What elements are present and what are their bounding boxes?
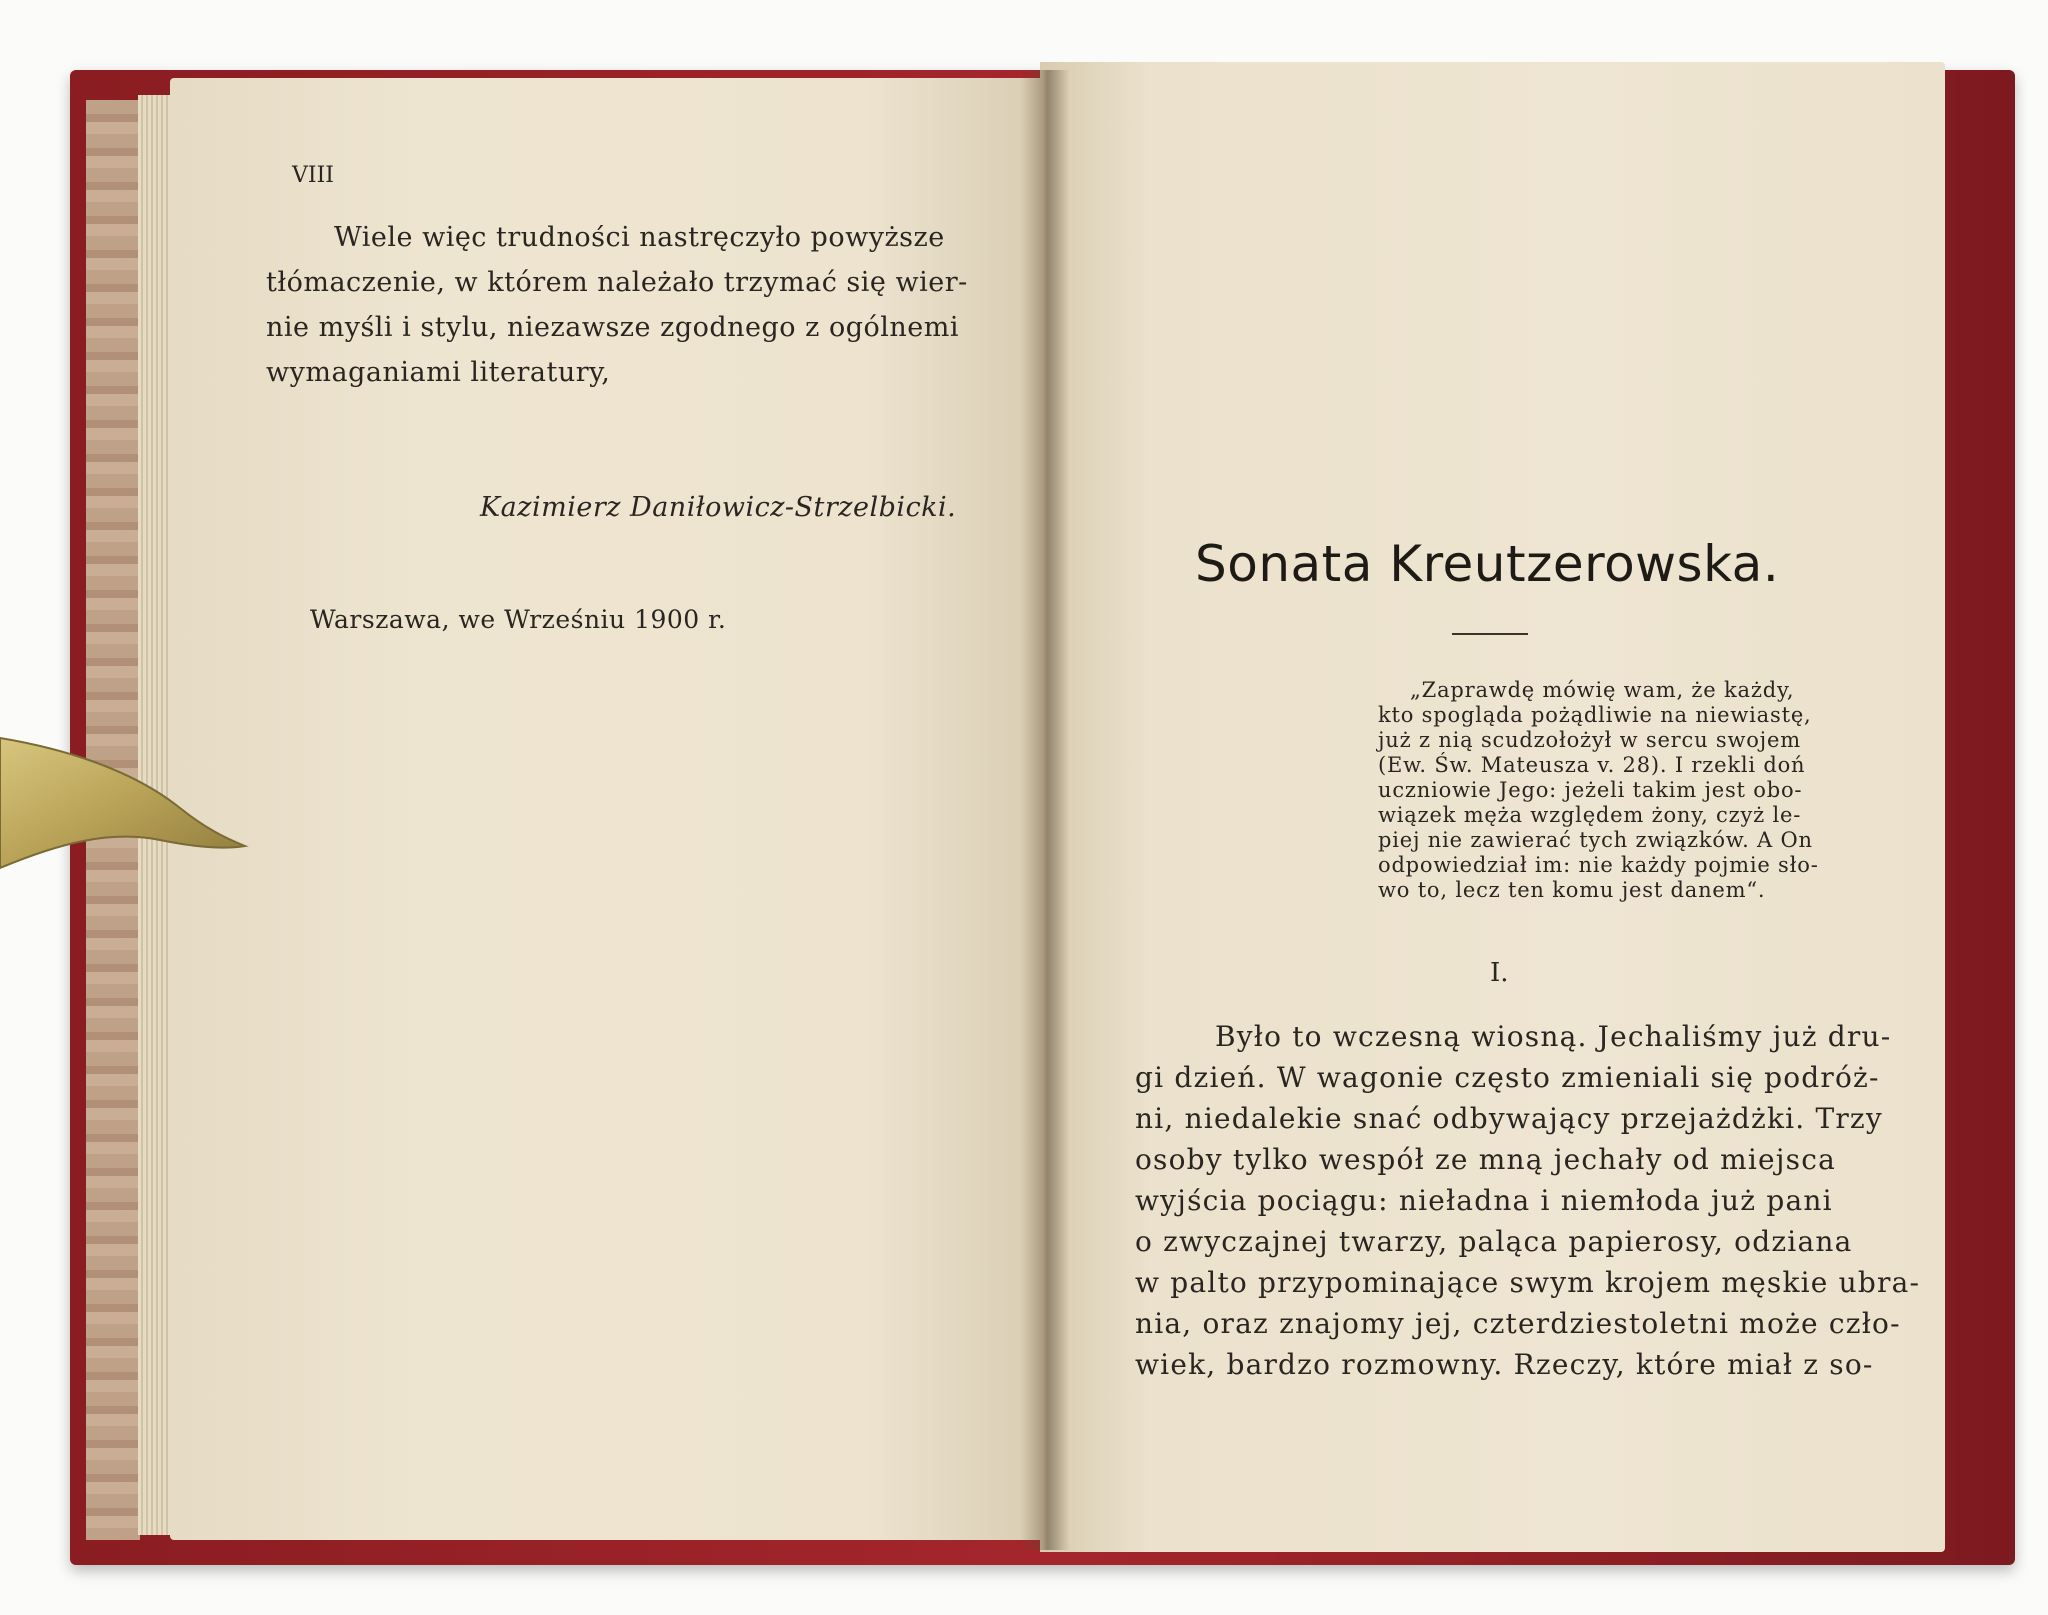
body-line: ni, niedalekie snać odbywający przejażdżki. Trzy: [1135, 1102, 1883, 1135]
epigraph-line: wo to, lecz ten komu jest danem“.: [1378, 878, 1766, 902]
body-line: osoby tylko wespół ze mną jechały od miejsca: [1135, 1143, 1836, 1176]
left-paragraph-line: nie myśli i stylu, niezawsze zgodnego z ogólnemi: [266, 312, 959, 343]
brass-bookmark-icon: [0, 718, 250, 918]
epigraph-line: już z nią scudzołożył w sercu swojem: [1378, 728, 1801, 752]
epigraph-line: wiązek męża względem żony, czyż le-: [1378, 803, 1802, 827]
epigraph-line: kto spogląda pożądliwie na niewiastę,: [1378, 703, 1812, 727]
epigraph-line: „Zaprawdę mówię wam, że każdy,: [1410, 678, 1795, 702]
body-line: nia, oraz znajomy jej, czterdziestoletni może czło-: [1135, 1307, 1901, 1340]
translator-signature: Kazimierz Daniłowicz-Strzelbicki.: [480, 492, 957, 523]
title-rule: [1452, 633, 1528, 635]
left-paragraph-line: wymaganiami literatury,: [266, 357, 611, 388]
body-line: o zwyczajnej twarzy, paląca papierosy, odziana: [1135, 1225, 1853, 1258]
book-gutter: [1020, 70, 1070, 1550]
page-number: VIII: [292, 163, 334, 188]
left-paragraph-line: tłómaczenie, w którem należało trzymać się wier-: [266, 267, 968, 298]
epigraph-line: uczniowie Jego: jeżeli takim jest obo-: [1378, 778, 1803, 802]
epigraph-line: piej nie zawierać tych związków. A On: [1378, 828, 1813, 852]
body-line: Było to wczesną wiosną. Jechaliśmy już dru-: [1215, 1020, 1892, 1053]
chapter-number: I.: [1490, 958, 1509, 988]
body-line: wyjścia pociągu: nieładna i niemłoda już pani: [1135, 1184, 1833, 1217]
epigraph-line: odpowiedział im: nie każdy pojmie sło-: [1378, 853, 1819, 877]
chapter-title: Sonata Kreutzerowska.: [1195, 535, 1780, 593]
dateline: Warszawa, we Wrześniu 1900 r.: [310, 605, 727, 634]
body-line: w palto przypominające swym krojem męskie ubra-: [1135, 1266, 1921, 1299]
body-line: wiek, bardzo rozmowny. Rzeczy, które miał z so-: [1135, 1348, 1874, 1381]
epigraph-line: (Ew. Św. Mateusza v. 28). I rzekli doń: [1378, 753, 1806, 777]
left-paragraph-line: Wiele więc trudności nastręczyło powyższe: [334, 222, 945, 253]
body-line: gi dzień. W wagonie często zmieniali się podróż-: [1135, 1061, 1880, 1094]
